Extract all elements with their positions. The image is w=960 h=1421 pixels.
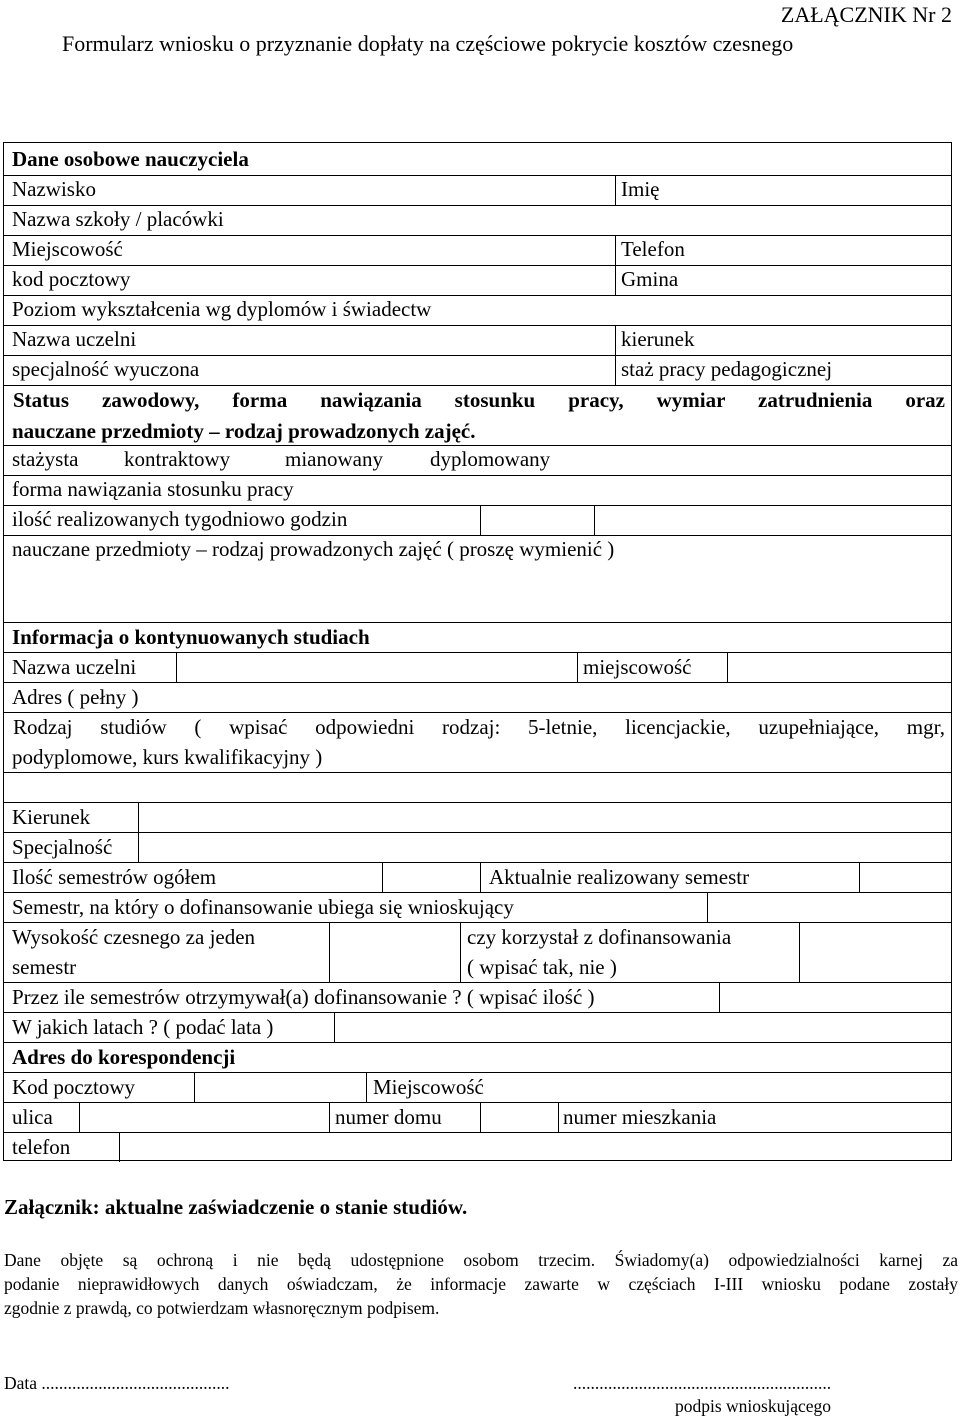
row-divider (4, 892, 951, 893)
row-divider (4, 862, 951, 863)
field-label-przedmioty: nauczane przedmioty – rodzaj prowadzonych zajęć ( proszę wymienić ) (12, 537, 615, 561)
field-label-czesne: Wysokość czesnego za jeden (12, 925, 256, 949)
signature-line: ........................................................... (573, 1373, 832, 1393)
section-heading-address: Adres do korespondencji (12, 1045, 236, 1069)
col-divider (719, 982, 720, 1012)
attachment-note: Załącznik: aktualne zaświadczenie o stanie studiów. (4, 1195, 468, 1219)
field-label-telefon: Telefon (621, 237, 685, 261)
row-divider (4, 922, 951, 923)
row-divider (4, 682, 951, 683)
field-label-forma: forma nawiązania stosunku pracy (12, 477, 294, 501)
col-divider (176, 652, 177, 682)
field-label-uczelnia: Nazwa uczelni (12, 327, 137, 351)
declaration-line: Dane objęte są ochroną i nie będą udostępnione osobom trzecim. Świadomy(a) odpowiedzialności karnej za (4, 1250, 958, 1270)
field-label-miejscowosc: Miejscowość (12, 237, 123, 261)
field-label-rodzaj: Rodzaj studiów ( wpisać odpowiedni rodzaj: 5-letnie, licencjackie, uzupełniające, mgr, (13, 715, 945, 739)
row-divider (4, 622, 951, 623)
field-label-korzystal: czy korzystał z dofinansowania (467, 925, 732, 949)
row-divider (4, 325, 951, 326)
field-label-ile-semestrow: Przez ile semestrów otrzymywał(a) dofinansowanie ? ( wpisać ilość ) (12, 985, 595, 1009)
signature-label: podpis wnioskującego (675, 1396, 832, 1416)
application-form (3, 142, 952, 1161)
field-label-kod-pocztowy: Kod pocztowy (12, 1075, 136, 1099)
field-label-study-specjalnosc: Specjalność (12, 835, 113, 859)
field-label-korzystal-cont: ( wpisać tak, nie ) (467, 955, 617, 979)
status-kontraktowy: kontraktowy (124, 447, 231, 471)
field-label-czesne-cont: semestr (12, 955, 77, 979)
col-divider (194, 1072, 195, 1102)
section-heading-status-cont: nauczane przedmioty – rodzaj prowadzonych zajęć. (12, 419, 476, 443)
field-label-w-jakich-latach: W jakich latach ? ( podać lata ) (12, 1015, 274, 1039)
form-title: Formularz wniosku o przyznanie dopłaty na częściowe pokrycie kosztów czesnego (62, 31, 794, 56)
declaration-line: zgodnie z prawdą, co potwierdzam własnoręcznym podpisem. (4, 1298, 440, 1318)
col-divider (480, 505, 481, 535)
row-divider (4, 832, 951, 833)
field-label-study-kierunek: Kierunek (12, 805, 91, 829)
field-label-kod: kod pocztowy (12, 267, 131, 291)
row-divider (4, 475, 951, 476)
field-label-rodzaj-cont: podyplomowe, kurs kwalifikacyjny ) (12, 745, 323, 769)
row-divider (4, 355, 951, 356)
col-divider (366, 1072, 367, 1102)
field-label-staz: staż pracy pedagogicznej (621, 357, 833, 381)
field-label-specjalnosc: specjalność wyuczona (12, 357, 200, 381)
field-label-address-telefon: telefon (12, 1135, 71, 1159)
row-divider (4, 1012, 951, 1013)
col-divider (79, 1102, 80, 1132)
row-divider (4, 445, 951, 446)
status-dyplomowany: dyplomowany (430, 447, 551, 471)
section-heading-personal: Dane osobowe nauczyciela (12, 147, 249, 171)
col-divider (727, 652, 728, 682)
row-divider (4, 295, 951, 296)
row-divider (4, 175, 951, 176)
col-divider (329, 1102, 330, 1132)
col-divider (460, 922, 461, 982)
row-divider (4, 1072, 951, 1073)
col-divider (577, 652, 578, 682)
section-heading-status: Status zawodowy, forma nawiązania stosunku pracy, wymiar zatrudnienia oraz (13, 388, 945, 412)
col-divider (799, 922, 800, 982)
col-divider (480, 1102, 481, 1132)
annex-label: ZAŁĄCZNIK Nr 2 (780, 2, 952, 27)
status-stazysta: stażysta (12, 447, 79, 471)
row-divider (4, 265, 951, 266)
col-divider (480, 862, 481, 892)
row-divider (4, 1102, 951, 1103)
row-divider (4, 802, 951, 803)
row-divider (4, 505, 951, 506)
field-label-semestry: Ilość semestrów ogółem (12, 865, 217, 889)
field-label-address-miejscowosc: Miejscowość (373, 1075, 484, 1099)
col-divider (558, 1102, 559, 1132)
row-divider (4, 772, 951, 773)
row-divider (4, 982, 951, 983)
field-label-numer-mieszkania: numer mieszkania (563, 1105, 717, 1129)
field-label-poziom: Poziom wykształcenia wg dyplomów i świadectw (12, 297, 432, 321)
field-label-study-miejscowosc: miejscowość (583, 655, 692, 679)
row-divider (4, 205, 951, 206)
field-label-kierunek: kierunek (621, 327, 695, 351)
col-divider (615, 235, 616, 295)
field-label-ilosc-godzin: ilość realizowanych tygodniowo godzin (12, 507, 348, 531)
col-divider (334, 1012, 335, 1042)
row-divider (4, 535, 951, 536)
col-divider (138, 802, 139, 862)
row-divider (4, 1042, 951, 1043)
row-divider (4, 1132, 951, 1133)
col-divider (615, 325, 616, 385)
col-divider (382, 862, 383, 892)
col-divider (707, 892, 708, 922)
row-divider (4, 652, 951, 653)
col-divider (594, 505, 595, 535)
field-label-semestr-dofinansowanie: Semestr, na który o dofinansowanie ubiega się wnioskujący (12, 895, 514, 919)
field-label-adres: Adres ( pełny ) (12, 685, 139, 709)
field-label-gmina: Gmina (621, 267, 679, 291)
field-label-imie: Imię (621, 177, 660, 201)
field-label-numer-domu: numer domu (335, 1105, 442, 1129)
field-label-study-uczelnia: Nazwa uczelni (12, 655, 137, 679)
row-divider (4, 235, 951, 236)
field-label-ulica: ulica (12, 1105, 53, 1129)
field-label-nazwisko: Nazwisko (12, 177, 96, 201)
declaration-line: podanie nieprawidłowych danych oświadczam, że informacje zawarte w częściach I-III wniosku podane zostały (4, 1274, 958, 1294)
date-field: Data ........................................... (4, 1373, 230, 1393)
field-label-szkola: Nazwa szkoły / placówki (12, 207, 224, 231)
col-divider (615, 175, 616, 205)
col-divider (859, 862, 860, 892)
section-heading-studies: Informacja o kontynuowanych studiach (12, 625, 370, 649)
field-label-aktualny-semestr: Aktualnie realizowany semestr (489, 865, 750, 889)
col-divider (329, 922, 330, 982)
col-divider (119, 1132, 120, 1162)
status-mianowany: mianowany (285, 447, 383, 471)
